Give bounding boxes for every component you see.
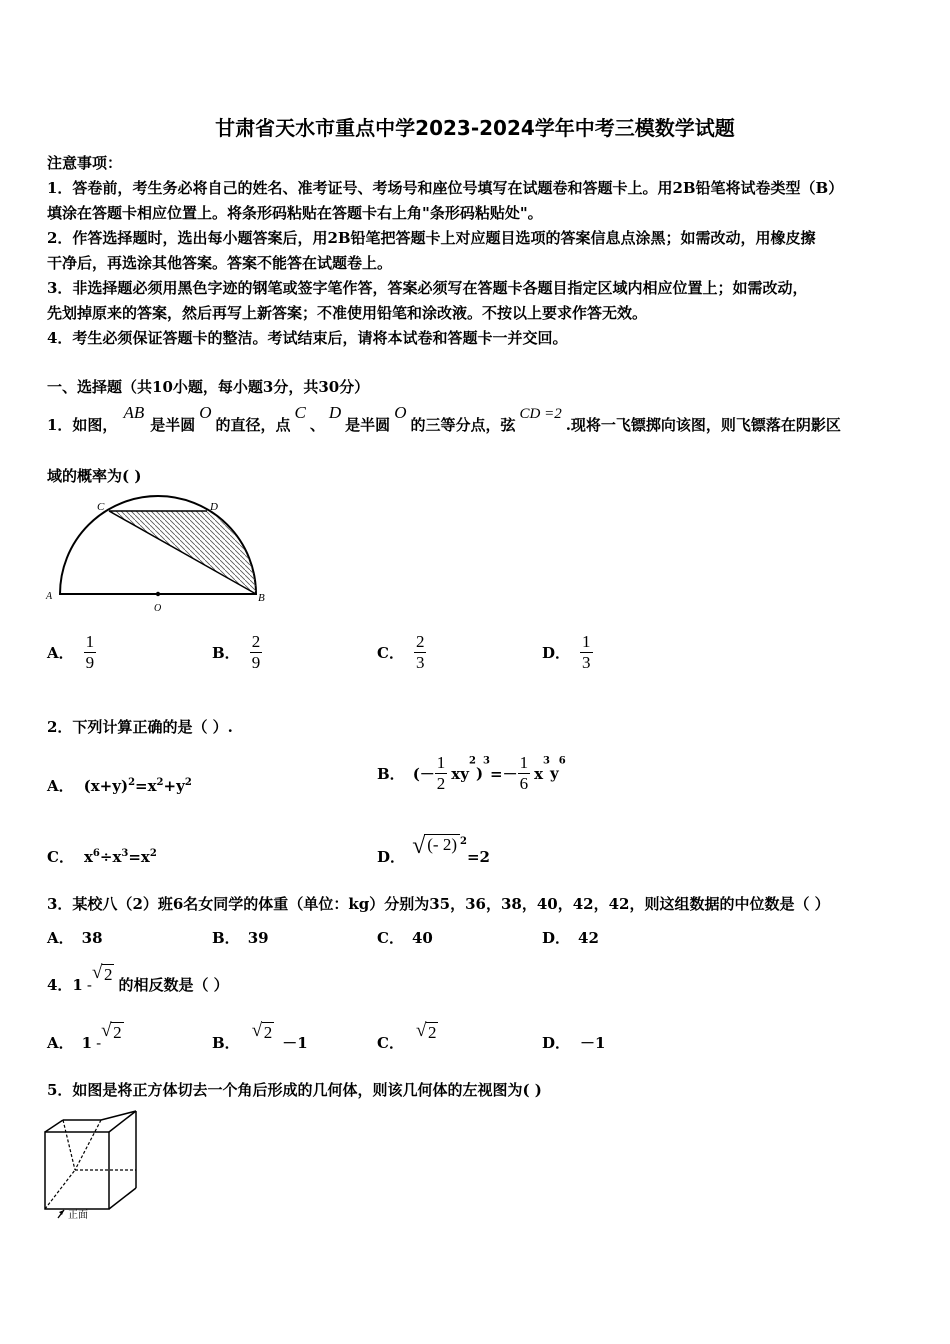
q3-option-d[interactable]: D． 42 [542, 929, 599, 947]
radical-sign-icon: √ [91, 962, 103, 983]
q3-option-c[interactable]: C． 40 [377, 929, 433, 947]
notice-line: 4．考生必须保证答题卡的整洁。考试结束后，请将本试卷和答题卡一并交回。 [47, 329, 568, 347]
label-c: C [97, 501, 105, 513]
notice-line: 3．非选择题必须用黑色字迹的钢笔或签字笔作答，答案必须写在答题卡各题目指定区域内相应位置上；如需改动， [47, 279, 808, 297]
label-a: A [46, 591, 53, 602]
cut-cube-figure [40, 1108, 150, 1223]
radical-sign-icon: √ [412, 833, 426, 859]
notice-line: 先划掉原来的答案，然后再写上新答案；不准使用铅笔和涂改液。不按以上要求作答无效。 [47, 304, 648, 322]
label-d: D [210, 501, 218, 513]
question-1-line2: 域的概率为( ) [47, 467, 142, 485]
semicircle-figure [40, 495, 280, 620]
q2-option-b[interactable]: B． (－ $\frac{1}{2}$ $xy^2)^3=-$ $\frac{1}{6}$ $x^3y^6$ [377, 753, 566, 793]
q3-option-b[interactable]: B． 39 [212, 929, 269, 947]
label-o: O [154, 603, 162, 614]
q4-option-c[interactable]: C． √ 2 [377, 1020, 437, 1052]
q4-option-d[interactable]: D． －1 [542, 1034, 606, 1052]
notice-line: 干净后，再选涂其他答案。答案不能答在试题卷上。 [47, 254, 393, 272]
q3-option-a[interactable]: A． 38 [47, 929, 103, 947]
question-1-text: 1．如图，AB是半圆O的直径，点C、D是半圆O的三等分点，弦CD =2.现将一飞镖掷向该图，则飞镖落在阴影区 [47, 403, 841, 434]
notice-line: 1．答卷前，考生务必将自己的姓名、准考证号、考场号和座位号填写在试题卷和答题卡上。用2B铅笔将试卷类型（B） [47, 179, 844, 197]
question-2-text: 2．下列计算正确的是（ ）. [47, 718, 233, 736]
q4-option-a[interactable]: A． 1 - √ 2 [47, 1020, 122, 1052]
radical-sign-icon: √ [251, 1020, 263, 1041]
q1-option-b[interactable]: B． $\frac{2}{9}$ [212, 632, 261, 672]
notice-line: 2．作答选择题时，选出每小题答案后，用2B铅笔把答题卡上对应题目选项的答案信息点涂黑；如需改动，用橡皮擦 [47, 229, 816, 247]
notice-line: 填涂在答题卡相应位置上。将条形码粘贴在答题卡右上角"条形码粘贴处"。 [47, 204, 543, 222]
radical-sign-icon: √ [101, 1020, 112, 1041]
q2-option-c[interactable]: C． $x^6\div x^3=x^2$ [47, 848, 157, 866]
q4-option-b[interactable]: B． √ 2－1 [212, 1020, 308, 1052]
q2-option-a[interactable]: A． $(x+y)^2=x^2+y^2$ [47, 777, 192, 795]
label-b: B [258, 592, 265, 604]
q2-option-d[interactable]: D． √ (- 2) $^2$=2 [377, 833, 490, 866]
page-title: 甘肃省天水市重点中学2023-2024学年中考三模数学试题 [215, 116, 735, 140]
question-3-text: 3．某校八（2）班6名女同学的体重（单位：kg）分别为35，36，38，40，42，42，则这组数据的中位数是（ ） [47, 895, 830, 913]
q1-option-c[interactable]: C． $\frac{2}{3}$ [377, 632, 425, 672]
center-point [156, 592, 160, 596]
section-heading: 一、选择题（共10小题，每小题3分，共30分） [47, 378, 370, 396]
notice-heading: 注意事项： [47, 154, 123, 172]
question-4-text: 4．1 - √ 2的相反数是（ ） [47, 962, 229, 994]
front-label: 正面 [68, 1210, 88, 1221]
question-5-text: 5．如图是将正方体切去一个角后形成的几何体，则该几何体的左视图为( ) [47, 1081, 542, 1099]
q1-option-a[interactable]: A． $\frac{1}{9}$ [47, 632, 95, 672]
q1-option-d[interactable]: D． $\frac{1}{3}$ [542, 632, 591, 672]
radical-sign-icon: √ [415, 1020, 427, 1041]
